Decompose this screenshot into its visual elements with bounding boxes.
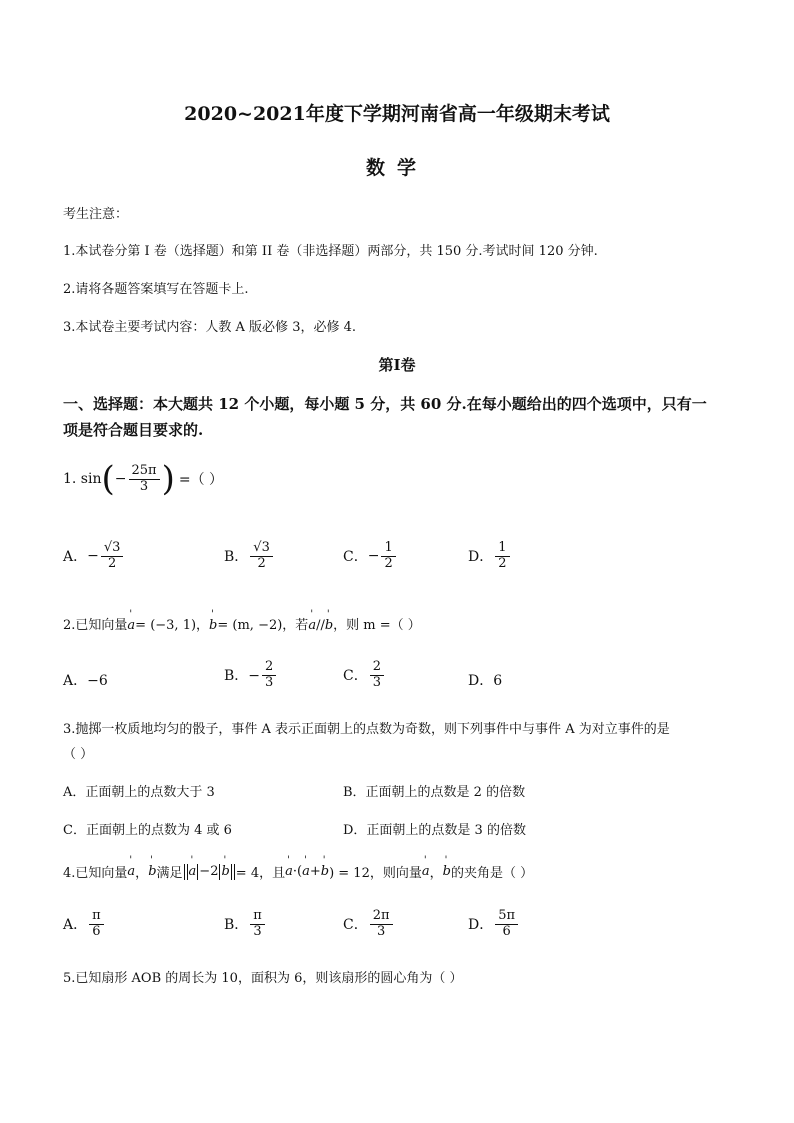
q3-option-b: B．正面朝上的点数是 2 的倍数 xyxy=(343,785,526,800)
option-num: 2 xyxy=(262,660,276,676)
q4-text: ·( xyxy=(292,864,303,879)
abs-bar xyxy=(231,864,232,880)
q4-text: ， xyxy=(429,866,443,881)
vector-a: ' a xyxy=(127,864,135,879)
vector-b: ' b xyxy=(321,864,329,879)
right-paren: ) xyxy=(161,459,175,499)
option-label: B．− xyxy=(224,668,261,685)
question-5: 5.已知扇形 AOB 的周长为 10，面积为 6，则该扇形的圆心角为（ ） xyxy=(63,971,463,986)
q4-text: 4.已知向量 xyxy=(63,866,128,881)
minus-sign: − xyxy=(87,548,99,565)
q3-option-d: D．正面朝上的点数是 3 的倍数 xyxy=(343,823,526,838)
q4-text: −2 xyxy=(199,864,219,879)
option-num: π xyxy=(89,909,104,925)
q4-text: + xyxy=(309,864,321,879)
q1-option-b xyxy=(224,541,275,572)
q1-frac-num: 25π xyxy=(129,464,160,480)
q3-option-c: C．正面朝上的点数为 4 或 6 xyxy=(63,823,232,838)
q1-option-a xyxy=(63,541,125,572)
left-paren: ( xyxy=(101,459,115,499)
option-label: A． xyxy=(63,549,88,566)
question-2 xyxy=(63,614,421,633)
vector-a: ' a xyxy=(302,864,310,879)
abs-bar xyxy=(197,864,198,880)
notice-item: 1.本试卷分第 I 卷（选择题）和第 II 卷（非选择题）两部分，共 150 分.考试时间 120 分钟. xyxy=(63,244,598,259)
vector-b: ' b xyxy=(325,618,333,633)
q4-text: = 4，且 xyxy=(235,866,286,881)
option-den: 6 xyxy=(92,923,101,939)
option-den: 2 xyxy=(498,555,507,571)
option-num: √3 xyxy=(101,541,124,557)
q4-text: ， xyxy=(135,866,149,881)
abs-bar xyxy=(187,864,188,880)
option-den: 3 xyxy=(372,674,381,690)
part-heading-line1: 一、选择题：本大题共 12 个小题，每小题 5 分，共 60 分.在每小题给出的四个选项中，只有一 xyxy=(63,395,707,413)
option-den: 2 xyxy=(384,555,393,571)
abs-bar xyxy=(234,864,235,880)
vector-b: ' b xyxy=(221,864,229,879)
vector-b: ' b xyxy=(443,864,451,879)
option-label: D． xyxy=(468,917,494,934)
question-1 xyxy=(63,459,224,499)
exam-title: 2020~2021年度下学期河南省高一年级期末考试 xyxy=(184,103,610,125)
minus-sign: − xyxy=(114,471,127,487)
option-den: 3 xyxy=(376,923,386,939)
vector-b: ' b xyxy=(148,864,156,879)
question-3-line2: （ ） xyxy=(63,747,94,762)
q4-option-d xyxy=(468,909,520,940)
option-den: 3 xyxy=(265,674,274,690)
subject-title: 数学 xyxy=(365,157,428,179)
option-den: 3 xyxy=(253,923,262,939)
volume-heading: 第Ⅰ卷 xyxy=(378,356,416,374)
option-num: 2 xyxy=(370,660,384,676)
option-num: √3 xyxy=(250,541,273,557)
q2-text: 2.已知向量 xyxy=(63,618,128,633)
q1-fraction xyxy=(129,464,160,495)
q4-option-c xyxy=(343,909,395,940)
part-heading-line2: 项是符合题目要求的. xyxy=(63,421,204,439)
question-4 xyxy=(63,862,533,881)
vector-a: ' a xyxy=(189,864,197,879)
q2-text: ，则 m =（ ） xyxy=(333,618,421,633)
option-label: C． xyxy=(343,917,368,934)
q2-option-a: A．−6 xyxy=(63,673,108,689)
q2-text: = (m, −2)，若 xyxy=(217,618,309,633)
option-num: 1 xyxy=(381,541,395,557)
option-den: 6 xyxy=(502,923,511,939)
q1-prefix: 1. sin xyxy=(63,471,102,487)
q2-option-b xyxy=(224,660,278,691)
vector-a: ' a xyxy=(285,864,293,879)
abs-bar xyxy=(219,864,220,880)
q4-text: 满足 xyxy=(156,866,183,881)
option-num: 5π xyxy=(495,909,518,925)
option-label: C． xyxy=(343,549,368,566)
option-den: 2 xyxy=(108,555,117,571)
question-3-line1: 3.抛掷一枚质地均匀的骰子，事件 A 表示正面朝上的点数为奇数，则下列事件中与事件 A 为对立事件的是 xyxy=(63,722,670,737)
q4-text: ) = 12，则向量 xyxy=(329,866,422,881)
option-label: B． xyxy=(224,917,249,934)
q4-option-b xyxy=(224,909,267,940)
notice-item: 3.本试卷主要考试内容：人教 A 版必修 3，必修 4. xyxy=(63,320,356,335)
vector-a: ' a xyxy=(422,864,430,879)
vector-a: ' a xyxy=(308,618,316,633)
q1-option-d xyxy=(468,541,512,572)
q1-option-c xyxy=(343,541,398,572)
q2-text: = (−3, 1)， xyxy=(135,618,210,633)
option-label: B． xyxy=(224,549,249,566)
q1-suffix: =（ ） xyxy=(178,472,224,488)
minus-sign: − xyxy=(367,548,380,565)
q2-option-d: D．6 xyxy=(468,673,503,689)
q3-option-a: A．正面朝上的点数大于 3 xyxy=(63,785,215,800)
vector-b: ' b xyxy=(209,618,217,633)
q2-option-c xyxy=(343,660,386,691)
q4-text: 的夹角是（ ） xyxy=(450,866,534,881)
q2-text: // xyxy=(316,618,325,633)
option-label: D． xyxy=(468,549,494,566)
option-label: C． xyxy=(343,668,368,685)
notice-heading: 考生注意： xyxy=(63,207,129,222)
vector-a: ' a xyxy=(127,618,135,633)
q1-frac-den: 3 xyxy=(139,478,149,494)
option-den: 2 xyxy=(257,555,266,571)
notice-item: 2.请将各题答案填写在答题卡上. xyxy=(63,282,249,297)
option-num: π xyxy=(250,909,265,925)
option-num: 1 xyxy=(495,541,509,557)
option-label: A． xyxy=(63,917,88,934)
option-num: 2π xyxy=(370,909,393,925)
abs-bar xyxy=(184,864,185,880)
q4-option-a xyxy=(63,909,106,940)
